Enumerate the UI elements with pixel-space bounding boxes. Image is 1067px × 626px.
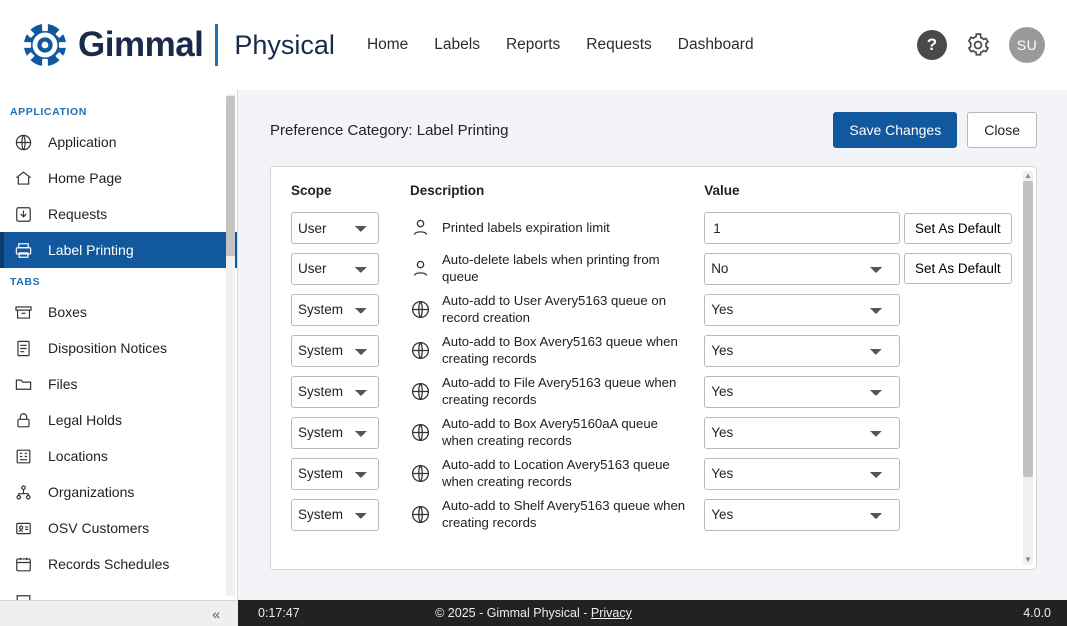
- column-header-value: Value: [704, 183, 740, 198]
- preferences-panel: [270, 166, 1037, 570]
- action-cell: [904, 248, 1014, 289]
- value-select[interactable]: [704, 376, 900, 408]
- scope-select[interactable]: [291, 458, 379, 490]
- description-text: Auto-add to Box Avery5163 queue when creating records: [441, 334, 678, 366]
- nav-item-labels[interactable]: Labels: [434, 36, 480, 53]
- scope-select[interactable]: [291, 335, 379, 367]
- sidebar-collapse-button[interactable]: [0, 600, 238, 626]
- close-button[interactable]: Close: [967, 112, 1037, 148]
- action-cell: [904, 453, 1014, 494]
- sidebar-scrollbar-thumb[interactable]: [226, 96, 235, 256]
- sidebar-item-label: Files: [48, 376, 78, 392]
- value-select[interactable]: [704, 335, 900, 367]
- app-footer: [0, 600, 1067, 626]
- scope-select[interactable]: [291, 417, 379, 449]
- value-cell: [704, 248, 904, 289]
- sidebar-scroll-area: [0, 90, 237, 600]
- gear-logo-icon: [22, 22, 68, 68]
- main-content: [238, 90, 1067, 600]
- description-text: Auto-add to File Avery5163 queue when creating records: [441, 375, 677, 407]
- sidebar-item-organizations[interactable]: [0, 474, 237, 510]
- description-text: Printed labels expiration limit: [441, 219, 610, 235]
- scope-cell: [291, 371, 410, 412]
- scope-cell: [291, 289, 410, 330]
- value-cell: [704, 453, 904, 494]
- value-select[interactable]: [704, 417, 900, 449]
- document-icon: [12, 337, 34, 359]
- product-name: Physical: [234, 29, 335, 60]
- app-body: [0, 90, 1067, 600]
- value-select[interactable]: [704, 499, 900, 531]
- globe-icon: [410, 422, 432, 444]
- table-row: [291, 330, 1014, 371]
- action-cell: [904, 412, 1014, 453]
- session-timer: 0:17:47: [258, 606, 300, 620]
- sidebar-item-label: Boxes: [48, 304, 87, 320]
- description-cell: [410, 208, 704, 248]
- nav-item-dashboard[interactable]: Dashboard: [677, 36, 754, 53]
- sidebar-item-label: Legal Holds: [48, 412, 122, 428]
- header-buttons: [833, 112, 1037, 148]
- value-select[interactable]: [704, 294, 900, 326]
- table-body: [291, 208, 1014, 535]
- action-cell: [904, 371, 1014, 412]
- action-cell: [904, 494, 1014, 535]
- printer-icon: [12, 239, 34, 261]
- scope-cell: [291, 453, 410, 494]
- value-cell: [704, 330, 904, 371]
- person-icon: [410, 258, 432, 280]
- globe-icon: [410, 463, 432, 485]
- sidebar-item-home-page[interactable]: [0, 160, 237, 196]
- globe-icon: [410, 381, 432, 403]
- save-changes-button[interactable]: Save Changes: [833, 112, 957, 148]
- help-icon[interactable]: ?: [917, 30, 947, 60]
- sidebar-item-label: Records Schedules: [48, 556, 170, 572]
- set-as-default-button[interactable]: Set As Default: [904, 213, 1012, 244]
- shelf-icon: [12, 589, 34, 600]
- action-cell: [904, 289, 1014, 330]
- value-cell: [704, 208, 904, 248]
- panel-scrollbar-thumb[interactable]: [1023, 181, 1033, 477]
- table-row: [291, 208, 1014, 248]
- sidebar-item-disposition-notices[interactable]: [0, 330, 237, 366]
- box-icon: [12, 301, 34, 323]
- settings-gear-icon[interactable]: [963, 30, 993, 60]
- sidebar-item-label: Locations: [48, 448, 108, 464]
- globe-icon: [410, 340, 432, 362]
- sidebar-item-label: Label Printing: [48, 242, 134, 258]
- value-cell: [704, 412, 904, 453]
- brand-logo[interactable]: [22, 22, 203, 68]
- scope-cell: [291, 208, 410, 248]
- calendar-icon: [12, 553, 34, 575]
- sidebar-item-osv-customers[interactable]: [0, 510, 237, 546]
- sidebar-item-records-schedules[interactable]: [0, 546, 237, 582]
- card-icon: [12, 517, 34, 539]
- value-cell: [704, 494, 904, 535]
- scope-select[interactable]: [291, 294, 379, 326]
- description-cell: [410, 371, 704, 412]
- sidebar-section-application: APPLICATION: [10, 106, 87, 118]
- value-select[interactable]: [704, 458, 900, 490]
- sidebar-item-label: Application: [48, 134, 117, 150]
- description-cell: [410, 453, 704, 494]
- table-row: [291, 494, 1014, 535]
- sidebar: [0, 90, 238, 600]
- column-header-action: [904, 183, 1014, 208]
- description-cell: [410, 248, 704, 289]
- sidebar-item-application[interactable]: [0, 124, 237, 160]
- brand-name: Gimmal: [78, 25, 204, 64]
- nav-item-home[interactable]: Home: [366, 36, 409, 53]
- nav-item-requests[interactable]: Requests: [586, 36, 652, 53]
- version-label: 4.0.0: [1023, 606, 1051, 620]
- value-cell: [704, 371, 904, 412]
- description-cell: [410, 330, 704, 371]
- person-icon: [410, 217, 432, 239]
- download-icon: [12, 203, 34, 225]
- sidebar-item-partial[interactable]: [0, 582, 237, 600]
- scroll-up-arrow-icon[interactable]: ▲: [1024, 171, 1032, 180]
- folder-icon: [12, 373, 34, 395]
- avatar[interactable]: SU: [1009, 27, 1045, 63]
- set-as-default-button[interactable]: Set As Default: [904, 253, 1012, 284]
- scope-select[interactable]: [291, 212, 379, 244]
- preferences-table: [291, 183, 1014, 535]
- sidebar-item-locations[interactable]: [0, 438, 237, 474]
- table-row: [291, 453, 1014, 494]
- description-text: Auto-add to Shelf Avery5163 queue when creating records: [441, 498, 686, 530]
- description-cell: [410, 289, 704, 330]
- sidebar-item-files[interactable]: [0, 366, 237, 402]
- scope-cell: [291, 248, 410, 289]
- sidebar-item-legal-holds[interactable]: [0, 402, 237, 438]
- description-text: Auto-add to Box Avery5160aA queue when creating records: [441, 416, 659, 448]
- sidebar-item-label: OSV Customers: [48, 520, 150, 536]
- value-cell: [704, 289, 904, 330]
- sidebar-item-label: Disposition Notices: [48, 340, 168, 356]
- sidebar-item-label: Organizations: [48, 484, 135, 500]
- copyright-text: © 2025 - Gimmal Physical -: [435, 606, 591, 620]
- preferences-table-wrap: [271, 167, 1036, 569]
- lock-icon: [12, 409, 34, 431]
- main-nav: [367, 36, 754, 54]
- org-chart-icon: [12, 481, 34, 503]
- collapse-chevron-icon: «: [212, 605, 220, 622]
- table-header: [291, 183, 1014, 208]
- table-row: [291, 248, 1014, 289]
- globe-icon: [12, 131, 34, 153]
- sidebar-item-label: Home Page: [48, 170, 122, 186]
- page-title: Preference Category: Label Printing: [270, 121, 509, 139]
- globe-icon: [410, 504, 432, 526]
- scope-cell: [291, 330, 410, 371]
- sidebar-item-boxes[interactable]: [0, 294, 237, 330]
- value-input[interactable]: [704, 212, 900, 244]
- globe-icon: [410, 299, 432, 321]
- table-row: [291, 289, 1014, 330]
- privacy-link[interactable]: Privacy: [590, 606, 632, 620]
- description-cell: [410, 494, 704, 535]
- scope-select[interactable]: [291, 499, 379, 531]
- logo-divider: [215, 24, 218, 66]
- description-text: Auto-delete labels when printing from queue: [441, 252, 660, 284]
- preferences-header: [270, 112, 1037, 148]
- scope-select[interactable]: [291, 376, 379, 408]
- sidebar-item-label: Requests: [48, 206, 108, 222]
- home-icon: [12, 167, 34, 189]
- description-cell: [410, 412, 704, 453]
- table-row: [291, 371, 1014, 412]
- description-text: Auto-add to User Avery5163 queue on record creation: [441, 293, 667, 325]
- value-select[interactable]: [704, 253, 900, 285]
- sidebar-section-tabs: TABS: [10, 276, 41, 288]
- nav-item-reports[interactable]: Reports: [505, 36, 561, 53]
- building-icon: [12, 445, 34, 467]
- sidebar-item-requests[interactable]: [0, 196, 237, 232]
- column-header-description: Description: [409, 183, 485, 198]
- description-text: Auto-add to Location Avery5163 queue when creating records: [441, 457, 670, 489]
- scope-cell: [291, 494, 410, 535]
- action-cell: [904, 208, 1014, 248]
- scroll-down-arrow-icon[interactable]: ▼: [1024, 555, 1032, 564]
- app-header: [0, 0, 1067, 90]
- header-actions: [917, 27, 1045, 63]
- table-row: [291, 412, 1014, 453]
- column-header-scope: Scope: [291, 183, 332, 198]
- action-cell: [904, 330, 1014, 371]
- sidebar-item-label-printing[interactable]: [0, 232, 237, 268]
- scope-select[interactable]: [291, 253, 379, 285]
- scope-cell: [291, 412, 410, 453]
